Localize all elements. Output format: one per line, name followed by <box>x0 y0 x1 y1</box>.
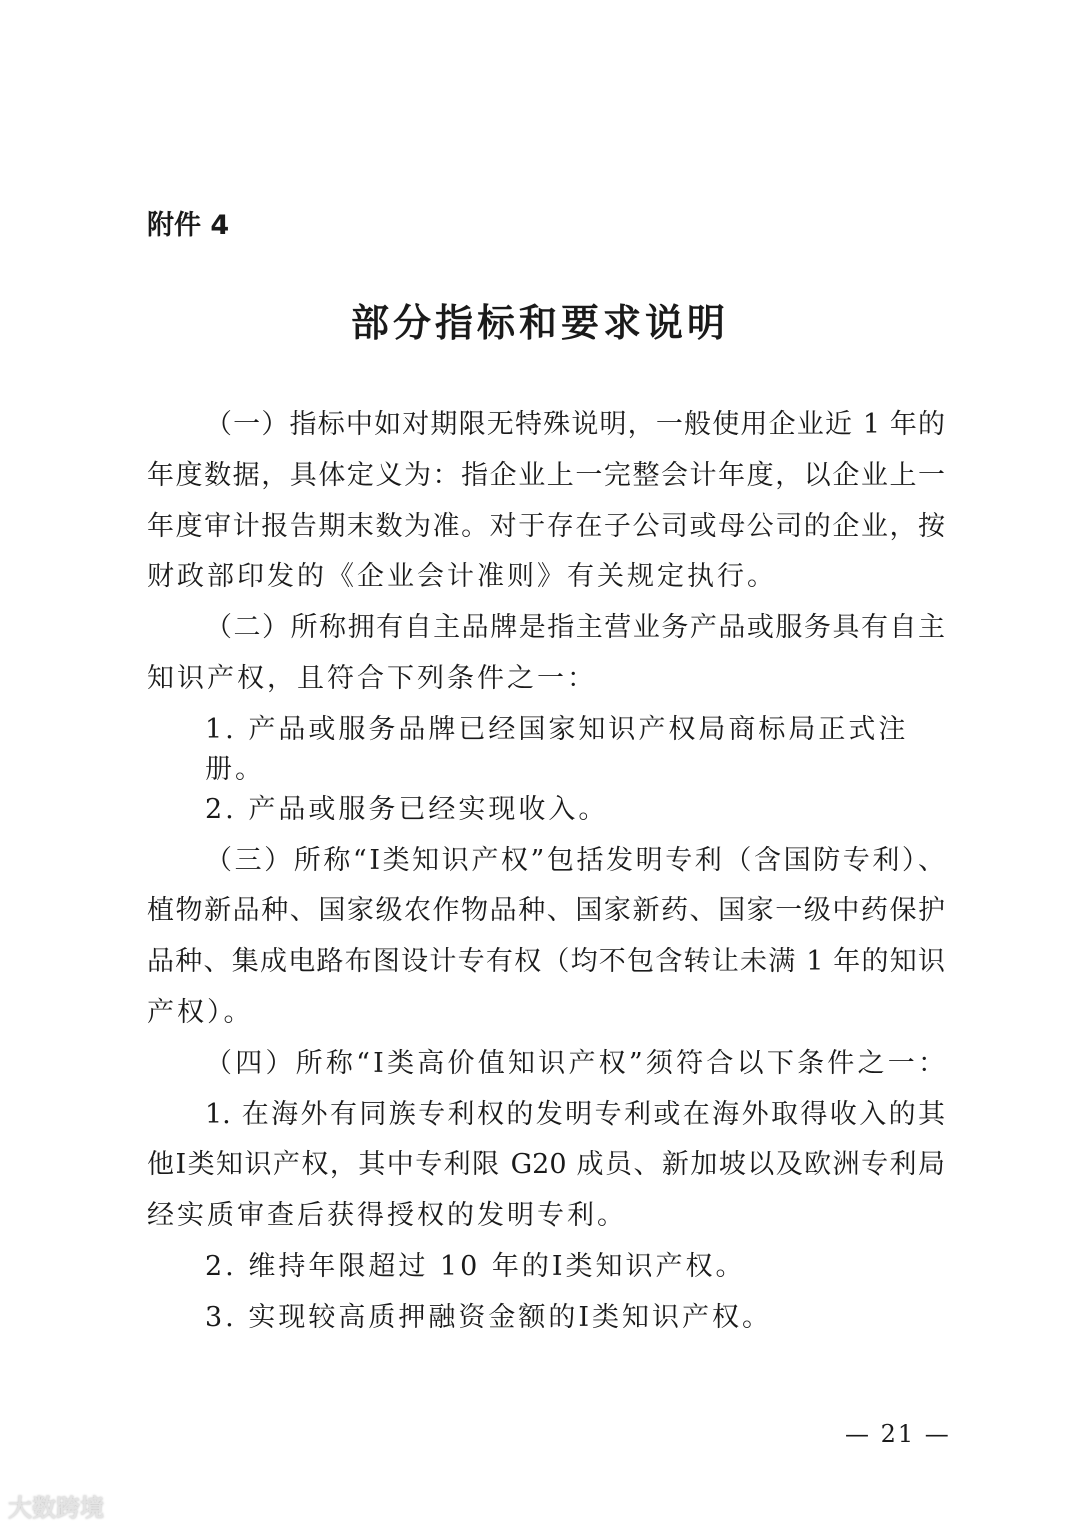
page-title: 部分指标和要求说明 <box>350 301 729 345</box>
text-line: 年度数据，具体定义为：指企业上一完整会计年度，以企业上一 <box>147 459 945 491</box>
text-line: 经实质审查后获得授权的发明专利。 <box>147 1200 627 1232</box>
text-line: 知识产权，且符合下列条件之一： <box>147 662 597 694</box>
text-line: （四）所称“Ⅰ类高价值知识产权”须符合以下条件之一： <box>205 1047 945 1079</box>
text-line: 品种、集成电路布图设计专有权（均不包含转让未满 1 年的知识 <box>147 946 945 978</box>
text-line: 2. 维持年限超过 10 年的Ⅰ类知识产权。 <box>205 1250 746 1282</box>
text-line: 财政部印发的《企业会计准则》有关规定执行。 <box>147 561 777 593</box>
watermark-logo: 大数跨境 <box>8 1494 104 1522</box>
text-line: 植物新品种、国家级农作物品种、国家新药、国家一级中药保护 <box>147 895 945 927</box>
document-body <box>147 405 945 1349</box>
text-line: 2. 产品或服务已经实现收入。 <box>205 793 609 825</box>
text-line: （二）所称拥有自主品牌是指主营业务产品或服务具有自主 <box>205 612 945 644</box>
text-line: （一）指标中如对期限无特殊说明，一般使用企业近 1 年的 <box>205 409 945 440</box>
text-line: 产权）。 <box>147 996 254 1028</box>
text-line: （三）所称“Ⅰ类知识产权”包括发明专利（含国防专利）、 <box>205 844 945 876</box>
text-line: 他Ⅰ类知识产权，其中专利限 G20 成员、新加坡以及欧洲专利局 <box>147 1149 945 1181</box>
text-line: 年度审计报告期末数为准。对于存在子公司或母公司的企业，按 <box>147 510 945 542</box>
attachment-label: 附件 4 <box>147 210 230 241</box>
text-line: 1. 产品或服务品牌已经国家知识产权局商标局正式注册。 <box>205 713 909 785</box>
text-line: 1. 在海外有同族专利权的发明专利或在海外取得收入的其 <box>205 1098 945 1130</box>
text-line: 3. 实现较高质押融资金额的Ⅰ类知识产权。 <box>205 1301 773 1333</box>
page-number: — 21 — <box>845 1420 951 1448</box>
